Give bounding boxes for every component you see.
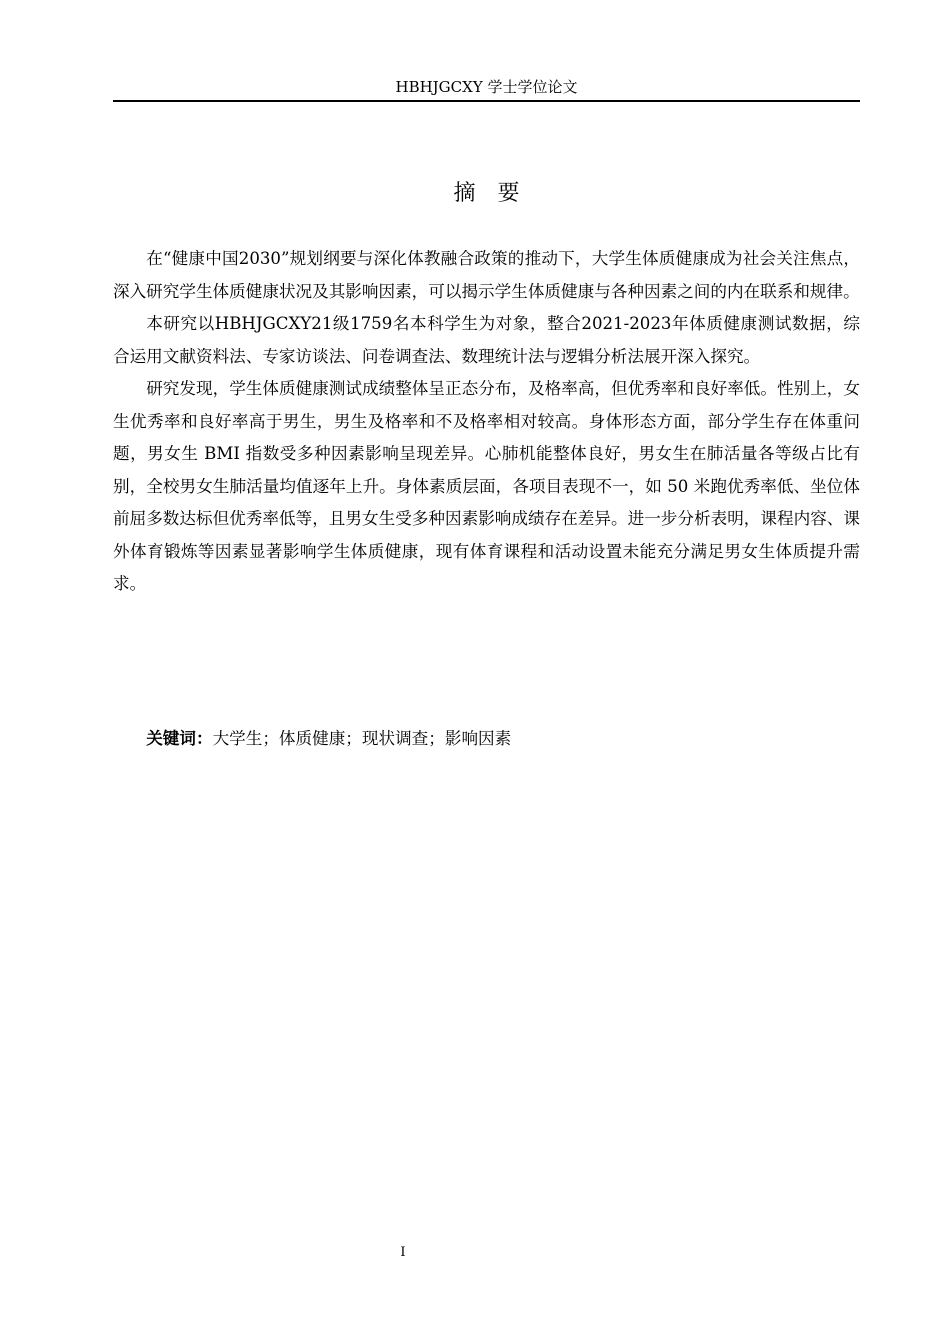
abstract-body — [113, 243, 860, 601]
abstract-paragraph-1: 在“健康中国2030”规划纲要与深化体教融合政策的推动下，大学生体质健康成为社会关注焦点，深入研究学生体质健康状况及其影响因素，可以揭示学生体质健康与各种因素之间的内在联系和规律。 — [113, 249, 860, 301]
keywords-line — [113, 723, 860, 755]
abstract-paragraph-3: 研究发现，学生体质健康测试成绩整体呈正态分布，及格率高，但优秀率和良好率低。性别上，女生优秀率和良好率高于男生，男生及格率和不及格率相对较高。身体形态方面，部分学生存在体重问题，男女生 BMI 指数受多种因素影响呈现差异。心肺机能整体良好，男女生在肺活量各等级占比有别，全校男女生肺活量均值逐年上升。身体素质层面，各项目表现不一，如 50 米跑优秀率低、坐位体前屈多数达标但优秀率低等，且男女生受多种因素影响成绩存在差异。进一步分析表明，课程内容、课外体育锻炼等因素显著影响学生体质健康，现有体育课程和活动设置未能充分满足男女生体质提升需求。 — [113, 379, 860, 593]
keywords-text: 大学生；体质健康；现状调查；影响因素 — [212, 729, 512, 748]
keywords-label: 关键词： — [146, 729, 213, 748]
running-header: HBHJGCXY 学士学位论文 — [395, 78, 578, 96]
abstract-paragraph-2: 本研究以HBHJGCXY21级1759名本科学生为对象，整合2021-2023年体质健康测试数据，综合运用文献资料法、专家访谈法、问卷调查法、数理统计法与逻辑分析法展开深入探究。 — [113, 314, 860, 366]
header-rule — [113, 100, 860, 102]
abstract-title: 摘要 — [453, 181, 542, 206]
page-number: I — [400, 1245, 406, 1260]
